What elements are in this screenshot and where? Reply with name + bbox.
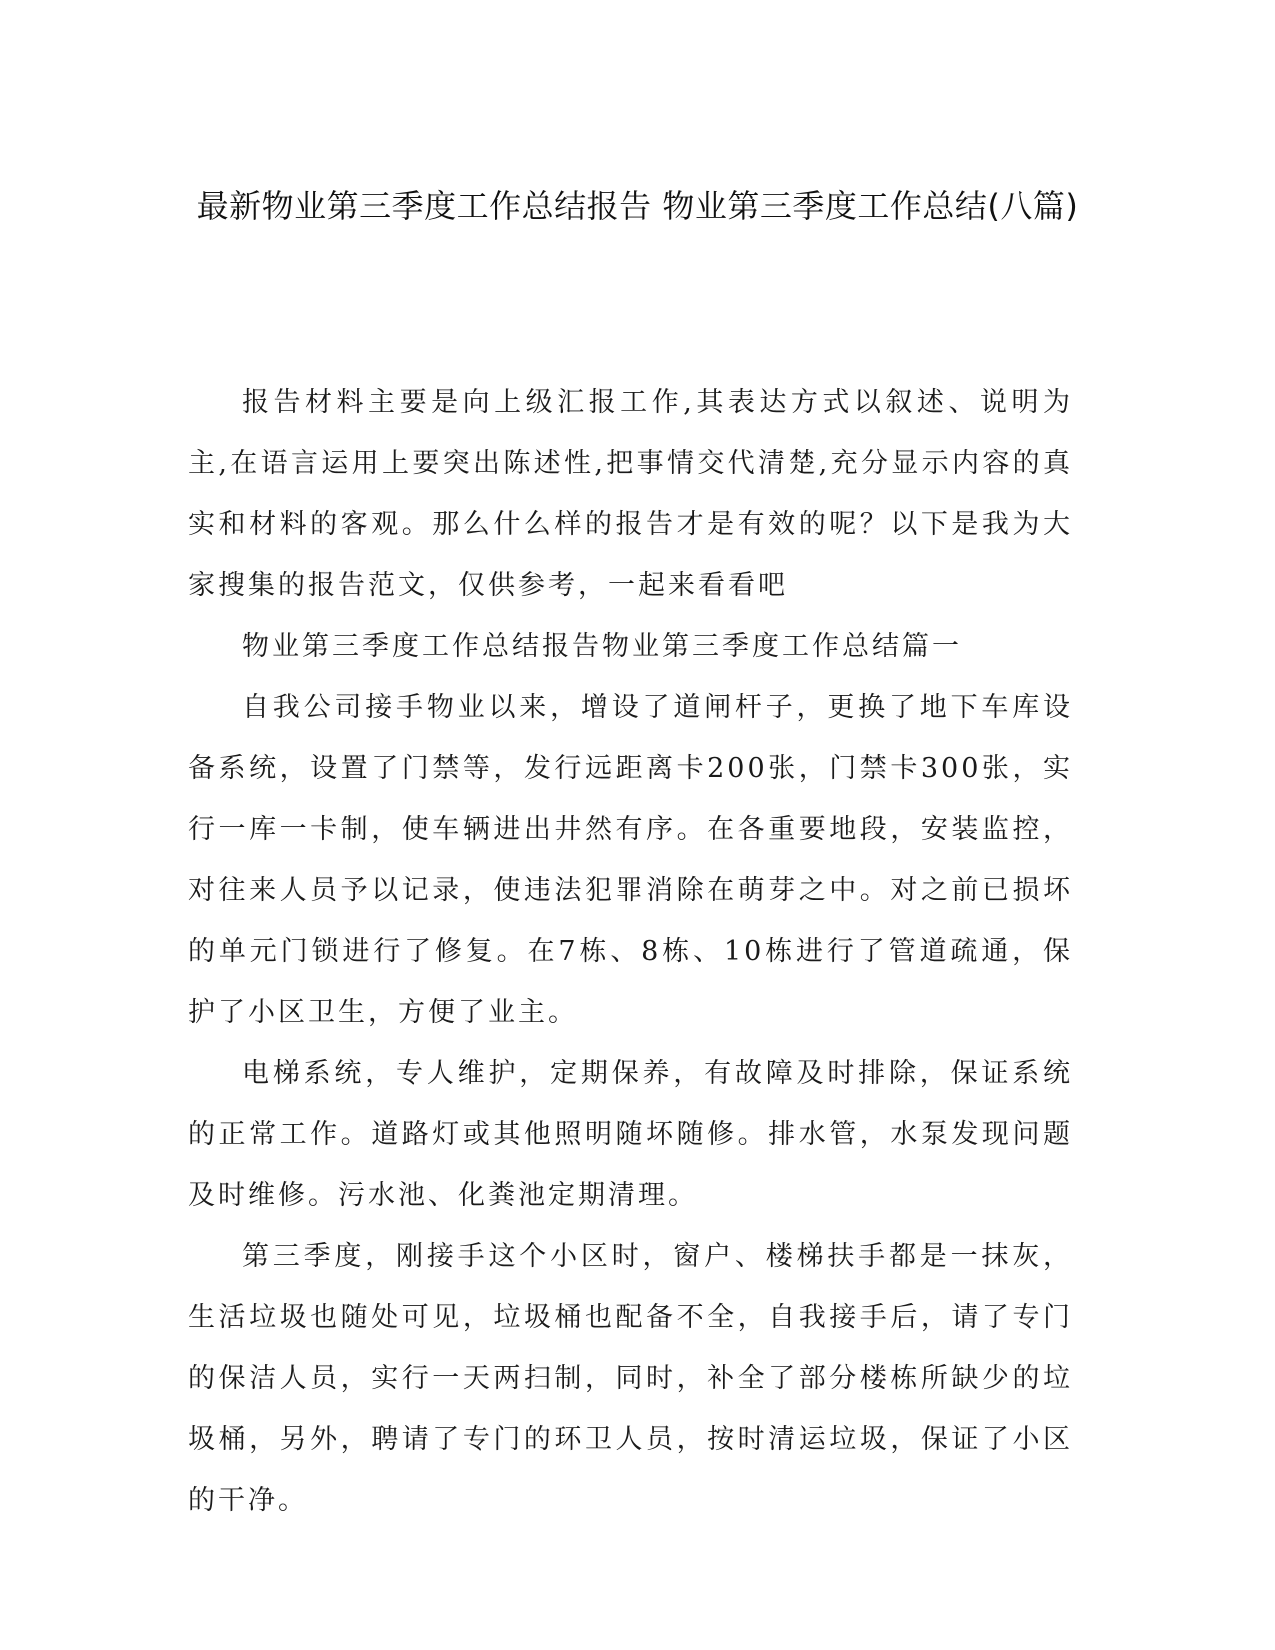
paragraph-security: 自我公司接手物业以来，增设了道闸杆子，更换了地下车库设备系统，设置了门禁等，发行远距离卡200张，门禁卡300张，实行一库一卡制，使车辆进出井然有序。在各重要地段，安装监控，对往来人员予以记录，使违法犯罪消除在萌芽之中。对之前已损坏的单元门锁进行了修复。在7栋、8栋、10栋进行了管道疏通，保护了小区卫生，方便了业主。: [188, 692, 1073, 1028]
section-heading: 物业第三季度工作总结报告物业第三季度工作总结篇一: [242, 631, 962, 662]
document-title: 最新物业第三季度工作总结报告 物业第三季度工作总结(八篇): [196, 187, 1079, 225]
paragraph-intro: 报告材料主要是向上级汇报工作,其表达方式以叙述、说明为主,在语言运用上要突出陈述性,把事情交代清楚,充分显示内容的真实和材料的客观。那么什么样的报告才是有效的呢？以下是我为大家搜集的报告范文，仅供参考，一起来看看吧: [188, 387, 1073, 601]
paragraph-maintenance: 电梯系统，专人维护，定期保养，有故障及时排除，保证系统的正常工作。道路灯或其他照明随坏随修。排水管，水泵发现问题及时维修。污水池、化粪池定期清理。: [188, 1058, 1073, 1211]
paragraph-cleaning: 第三季度，刚接手这个小区时，窗户、楼梯扶手都是一抹灰，生活垃圾也随处可见，垃圾桶也配备不全，自我接手后，请了专门的保洁人员，实行一天两扫制，同时，补全了部分楼栋所缺少的垃圾桶，另外，聘请了专门的环卫人员，按时清运垃圾，保证了小区的干净。: [188, 1241, 1073, 1516]
document-body: [188, 372, 1073, 1531]
